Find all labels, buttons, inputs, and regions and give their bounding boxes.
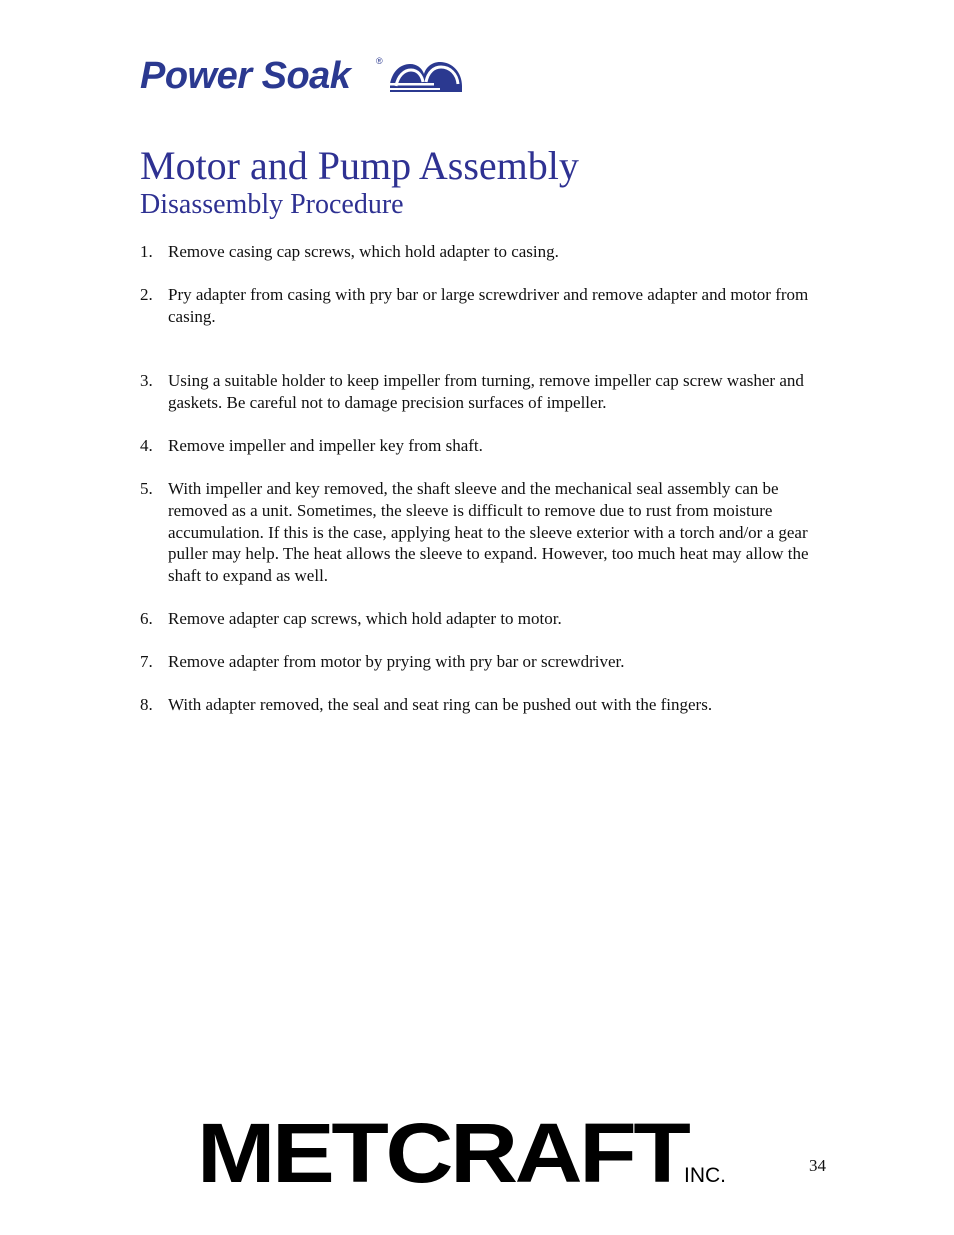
section-subtitle: Disassembly Procedure (140, 189, 404, 220)
step-item (140, 478, 830, 586)
step-item (140, 241, 830, 263)
step-number: 2. (140, 285, 153, 305)
registered-mark: ® (376, 56, 383, 66)
step-text: Remove adapter cap screws, which hold adapter to motor. (168, 608, 562, 628)
step-number: 4. (140, 436, 153, 456)
page-title: Motor and Pump Assembly (140, 143, 579, 188)
step-text: Remove casing cap screws, which hold adapter to casing. (168, 242, 559, 261)
step-text: Using a suitable holder to keep impeller from turning, remove impeller cap screw washer and gaskets. Be careful not to damage precision surfaces of impeller. (168, 371, 804, 412)
metcraft-logo (197, 1106, 737, 1200)
step-number: 6. (140, 608, 153, 628)
step-number: 8. (140, 695, 153, 715)
step-text: Pry adapter from casing with pry bar or large screwdriver and remove adapter and motor from casing. (168, 285, 809, 326)
step-item (140, 694, 830, 716)
brand-name: Power Soak (140, 55, 351, 97)
step-item (140, 651, 830, 673)
step-number: 5. (140, 479, 153, 499)
step-text: Remove adapter from motor by prying with pry bar or screwdriver. (168, 652, 625, 672)
step-number: 1. (140, 242, 153, 261)
wave-icon (388, 58, 464, 94)
step-item (140, 370, 830, 413)
step-text: With impeller and key removed, the shaft sleeve and the mechanical seal assembly can be removed as a unit. Sometimes, the sleeve is difficult to remove due to rust from moisture accumulation. If this is the case, applying heat to the sleeve exterior with a torch and/or a gear puller may help. The heat allows the sleeve to expand. However, too much heat may allow the shaft to expand as well. (168, 479, 809, 585)
procedure-steps (140, 241, 830, 737)
step-number: 7. (140, 652, 153, 672)
step-item (140, 608, 830, 630)
company-suffix: INC. (684, 1164, 726, 1187)
company-name: METCRAFT (197, 1106, 688, 1200)
step-item (140, 284, 830, 327)
step-item (140, 435, 830, 457)
step-text: Remove impeller and impeller key from shaft. (168, 436, 483, 456)
page-number: 34 (809, 1156, 826, 1175)
power-soak-logo (140, 54, 470, 98)
step-number: 3. (140, 371, 153, 391)
step-text: With adapter removed, the seal and seat ring can be pushed out with the fingers. (168, 695, 713, 715)
